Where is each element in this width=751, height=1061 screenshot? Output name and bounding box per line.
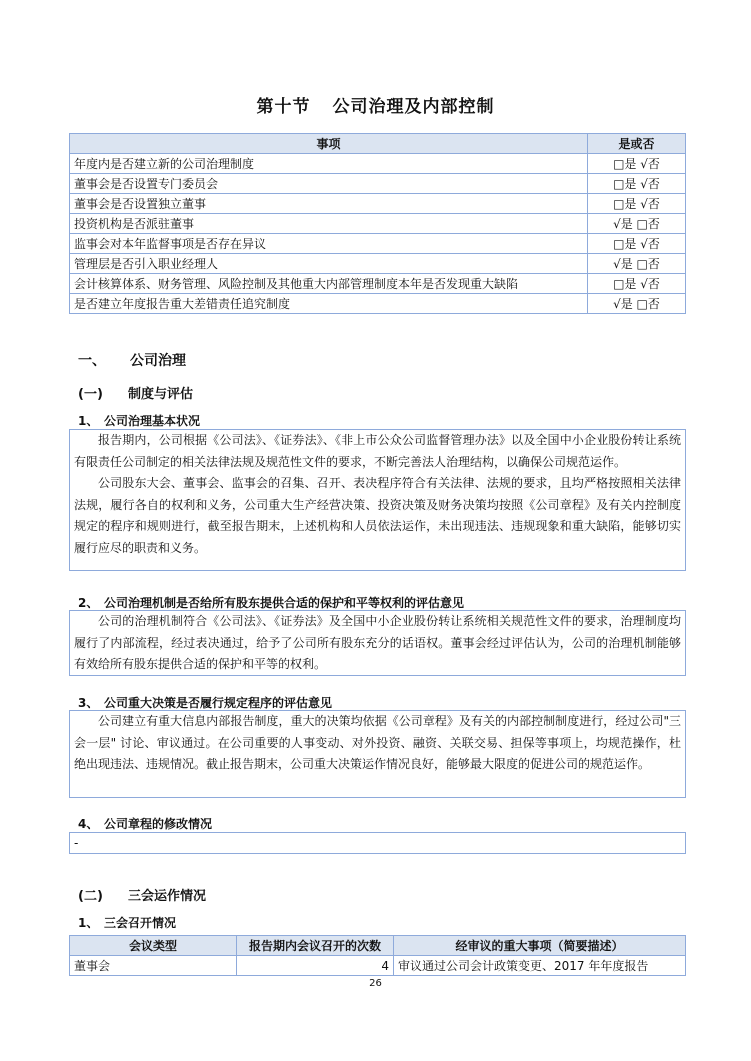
table-row — [70, 214, 686, 234]
section-title — [0, 92, 751, 117]
header-major-matters: 经审议的重大事项（简要描述） — [394, 936, 686, 956]
subpart-number: (一) — [78, 387, 103, 402]
matters-table — [69, 133, 686, 314]
section-name: 公司治理及内部控制 — [332, 97, 495, 117]
table-row — [70, 294, 686, 314]
table-row — [70, 956, 686, 976]
matter-item: 董事会是否设置专门委员会 — [70, 174, 588, 194]
content-box-decisions — [69, 710, 686, 798]
matter-answer: □是 √否 — [588, 234, 686, 254]
table-row — [70, 174, 686, 194]
item-title: 公司章程的修改情况 — [104, 817, 213, 831]
item-number: 1、 — [78, 916, 99, 930]
matter-item: 会计核算体系、财务管理、风险控制及其他重大内部管理制度本年是否发现重大缺陷 — [70, 274, 588, 294]
content-box-basic — [69, 429, 686, 571]
item-heading-decisions — [78, 694, 332, 711]
subpart-heading-system — [78, 383, 193, 402]
table-row — [70, 194, 686, 214]
table-row — [70, 154, 686, 174]
item-title: 公司治理基本状况 — [104, 414, 201, 428]
subpart-title: 制度与评估 — [128, 387, 194, 402]
item-number: 1、 — [78, 414, 99, 428]
matter-answer: □是 √否 — [588, 274, 686, 294]
subpart-title: 三会运作情况 — [128, 889, 207, 904]
matter-item: 管理层是否引入职业经理人 — [70, 254, 588, 274]
meeting-type: 董事会 — [70, 956, 237, 976]
matter-answer: √是 □否 — [588, 214, 686, 234]
matter-answer: □是 √否 — [588, 174, 686, 194]
item-heading-basic — [78, 412, 200, 429]
table-row — [70, 274, 686, 294]
item-number: 2、 — [78, 596, 99, 610]
subpart-heading-meetings — [78, 885, 206, 904]
section-number: 第十节 — [256, 97, 311, 117]
matter-answer: □是 √否 — [588, 194, 686, 214]
matter-item: 投资机构是否派驻董事 — [70, 214, 588, 234]
paragraph: 公司建立有重大信息内部报告制度，重大的决策均依据《公司章程》及有关的内部控制制度进行，经过公司"三会一层" 讨论、审议通过。在公司重要的人事变动、对外投资、融资、关联交易、担保等事项上，均规范操作，杜绝出现违法、违规情况。截止报告期末，公司重大决策运作情况良好，能够最大限度的促进公司的规范运作。 — [74, 714, 681, 771]
articles-content: - — [74, 836, 79, 850]
item-number: 3、 — [78, 696, 99, 710]
matter-item: 年度内是否建立新的公司治理制度 — [70, 154, 588, 174]
matter-item: 董事会是否设置独立董事 — [70, 194, 588, 214]
part-number: 一、 — [78, 353, 106, 369]
meeting-count: 4 — [237, 956, 394, 976]
item-heading-articles — [78, 815, 212, 832]
table-row — [70, 254, 686, 274]
content-box-protection — [69, 610, 686, 676]
matter-answer: √是 □否 — [588, 294, 686, 314]
table-header-row — [70, 936, 686, 956]
meetings-table — [69, 935, 686, 976]
table-row — [70, 234, 686, 254]
item-number: 4、 — [78, 817, 99, 831]
header-meeting-count: 报告期内会议召开的次数 — [237, 936, 394, 956]
matter-item: 是否建立年度报告重大差错责任追究制度 — [70, 294, 588, 314]
paragraph: 公司的治理机制符合《公司法》、《证券法》及全国中小企业股份转让系统相关规范性文件的要求，治理制度均履行了内部流程，经过表决通过，给予了公司所有股东充分的话语权。董事会经过评估认为，公司的治理机制能够有效给所有股东提供合适的保护和平等的权利。 — [74, 614, 681, 671]
item-title: 三会召开情况 — [104, 916, 177, 930]
matter-answer: √是 □否 — [588, 254, 686, 274]
page-number: 26 — [369, 978, 382, 989]
header-meeting-type: 会议类型 — [70, 936, 237, 956]
matter-answer: □是 √否 — [588, 154, 686, 174]
matter-item: 监事会对本年监督事项是否存在异议 — [70, 234, 588, 254]
header-answer: 是或否 — [588, 134, 686, 154]
item-title: 公司治理机制是否给所有股东提供合适的保护和平等权利的评估意见 — [104, 596, 465, 610]
subpart-number: (二) — [78, 889, 103, 904]
item-heading-protection — [78, 594, 464, 611]
table-header-row — [70, 134, 686, 154]
item-title: 公司重大决策是否履行规定程序的评估意见 — [104, 696, 333, 710]
part-title: 公司治理 — [130, 353, 186, 369]
header-item: 事项 — [70, 134, 588, 154]
part-heading-governance — [78, 350, 186, 370]
meeting-matters: 审议通过公司会计政策变更、2017 年年度报告 — [394, 956, 686, 976]
paragraph: 报告期内，公司根据《公司法》、《证券法》、《非上市公众公司监督管理办法》以及全国中小企业股份转让系统有限责任公司制定的相关法律法规及规范性文件的要求，不断完善法人治理结构，以确保公司规范运作。 — [74, 433, 681, 469]
paragraph: 公司股东大会、董事会、监事会的召集、召开、表决程序符合有关法律、法规的要求，且均严格按照相关法律法规，履行各自的权利和义务，公司重大生产经营决策、投资决策及财务决策均按照《公司章程》及有关内控制度规定的程序和规则进行，截至报告期末，上述机构和人员依法运作，未出现违法、违规现象和重大缺陷，能够切实履行应尽的职责和义务。 — [74, 476, 681, 555]
content-box-articles — [69, 832, 686, 854]
item-heading-meetings — [78, 914, 176, 931]
